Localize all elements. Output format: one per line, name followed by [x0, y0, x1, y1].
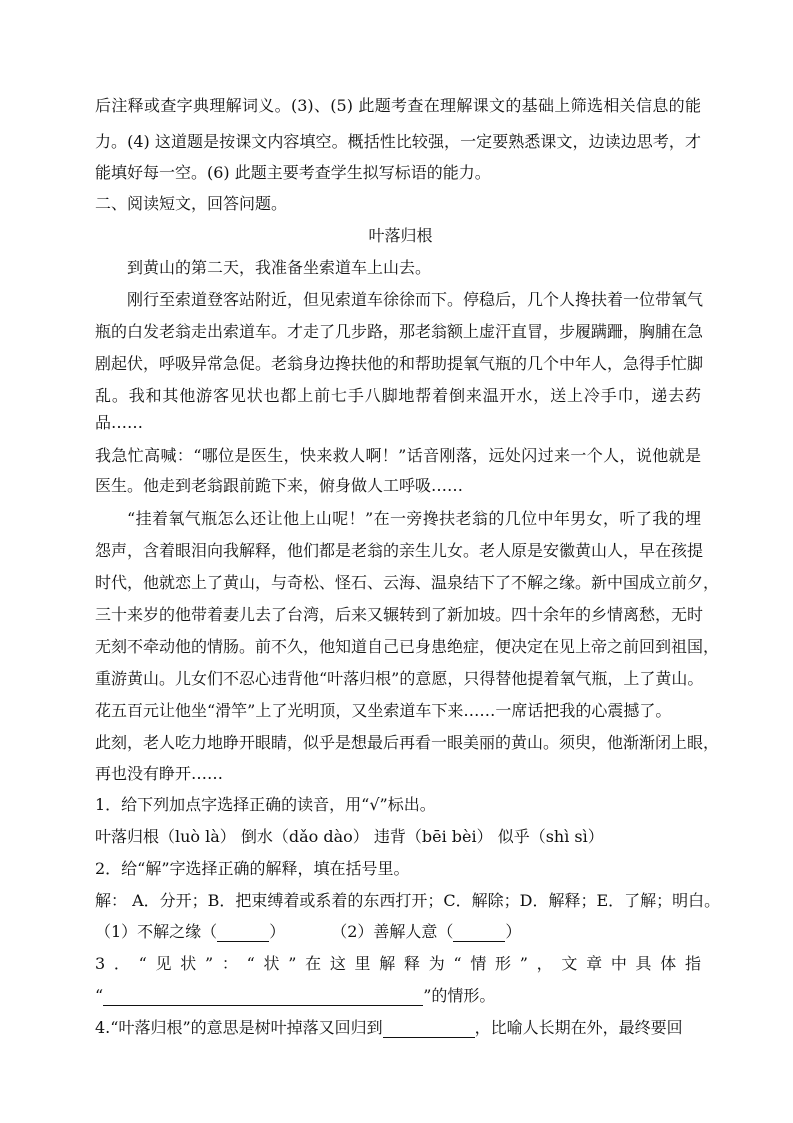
- question-3-answer-line: [95, 986, 701, 1006]
- answer-blank[interactable]: [103, 989, 423, 1006]
- question-4-text-cont: ，比喻人长期在外，最终要回: [474, 1018, 683, 1037]
- section-heading: 二、阅读短文，回答问题。: [95, 194, 288, 213]
- item-1-close: ）: [269, 922, 286, 941]
- question-1-options: 叶落归根（luò là） 倒水（dǎo dào） 违背（bēi bèi） 似乎（shì sì）: [95, 827, 604, 846]
- item-1-label: （1）不解之缘（: [95, 922, 218, 941]
- paragraph-line: 瓶的白发老翁走出索道车。才走了几步路，那老翁额上虚汗直冒，步履蹒跚，胸脯在急: [95, 322, 704, 341]
- question-2-definitions: 解： A．分开；B．把束缚着或系着的东西打开；C．解除；D．解释；E．了解；明白。: [95, 891, 721, 910]
- passage-title: 叶落归根: [368, 226, 433, 245]
- text-line: 能填好每一空。(6) 此题主要考查学生拟写标语的能力。: [95, 163, 491, 182]
- paragraph-line: 我急忙高喊：“哪位是医生，快来救人啊！”话音刚落，远处闪过来一个人，说他就是: [95, 446, 701, 465]
- answer-blank[interactable]: [217, 925, 269, 942]
- question-2-items: [95, 922, 701, 942]
- paragraph-line: 三十来岁的他带着妻儿去了台湾，后来又辗转到了新加坡。四十余年的乡情离愁，无时: [95, 605, 704, 624]
- answer-blank[interactable]: [453, 925, 505, 942]
- open-quote: “: [95, 986, 104, 1005]
- answer-suffix: ”的情形。: [423, 986, 496, 1005]
- paragraph-line: 品……: [95, 413, 144, 432]
- paragraph-line: 重游黄山。儿女们不忍心违背他“叶落归根”的意愿，只得替他提着氧气瓶，上了黄山。: [95, 669, 704, 688]
- paragraph-line: 时代，他就恋上了黄山，与奇松、怪石、云海、温泉结下了不解之缘。新中国成立前夕，: [95, 573, 720, 592]
- item-2-label: （2）善解人意（: [331, 922, 454, 941]
- text-line: 力。(4) 这道题是按课文内容填空。概括性比较强，一定要熟悉课文，边读边思考，才: [95, 132, 701, 151]
- question-4-text: 4.“叶落归根”的意思是树叶掉落又回归到: [95, 1018, 383, 1037]
- paragraph-line: 怨声，含着眼泪向我解释，他们都是老翁的亲生儿女。老人原是安徽黄山人，早在孩提: [95, 541, 704, 560]
- paragraph-line: 再也没有睁开……: [95, 764, 224, 783]
- paragraph-line: 剧起伏，呼吸异常急促。老翁身边搀扶他的和帮助提氧气瓶的几个中年人，急得手忙脚: [95, 354, 704, 373]
- paragraph-line: “挂着氧气瓶怎么还让他上山呢！”在一旁搀扶老翁的几位中年男女，听了我的埋: [127, 509, 701, 528]
- paragraph-line: 到黄山的第二天，我准备坐索道车上山去。: [127, 258, 432, 277]
- question-2: 2．给“解”字选择正确的解释，填在括号里。: [95, 859, 410, 878]
- question-3: 3．“见状”：“状”在这里解释为“情形”，文章中具体指: [95, 954, 701, 973]
- paragraph-line: 花五百元让他坐“滑竿”上了光明顶，又坐索道车下来……一席话把我的心震撼了。: [95, 701, 672, 720]
- paragraph-line: 刚行至索道登客站附近，但见索道车徐徐而下。停稳后，几个人搀扶着一位带氧气: [127, 290, 704, 309]
- paragraph-line: 无刻不牵动他的情肠。前不久，他知道自己已身患绝症，便决定在见上帝之前回到祖国，: [95, 637, 720, 656]
- item-2-close: ）: [505, 922, 522, 941]
- question-4: [95, 1018, 701, 1038]
- paragraph-line: 医生。他走到老翁跟前跪下来，俯身做人工呼吸……: [95, 476, 464, 495]
- paragraph-line: 此刻，老人吃力地睁开眼睛，似乎是想最后再看一眼美丽的黄山。须臾，他渐渐闭上眼，: [95, 733, 720, 752]
- question-1: 1．给下列加点字选择正确的读音，用“√”标出。: [95, 795, 436, 814]
- text-line: 后注释或查字典理解词义。(3)、(5) 此题考查在理解课文的基础上筛选相关信息的能: [95, 96, 701, 115]
- answer-blank[interactable]: [383, 1021, 475, 1038]
- paragraph-line: 乱。我和其他游客见状也都上前七手八脚地帮着倒来温开水，送上冷手巾，递去药: [95, 386, 701, 405]
